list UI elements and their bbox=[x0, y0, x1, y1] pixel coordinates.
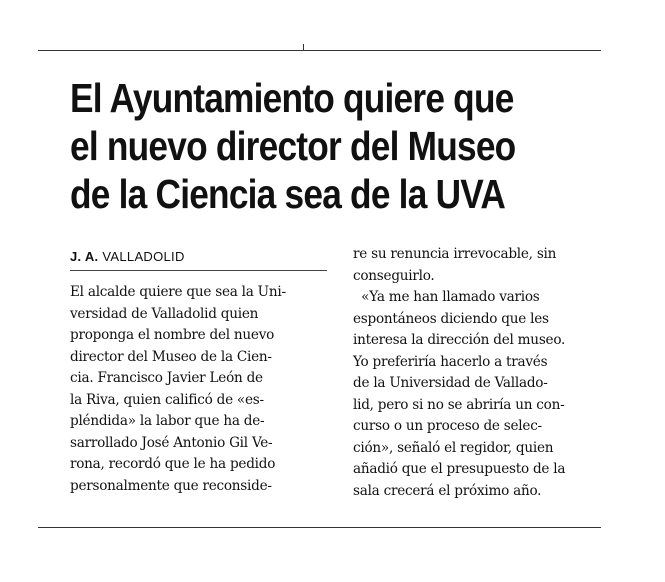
text-line: re su renuncia irrevocable, sin bbox=[353, 246, 557, 262]
text-line: curso o un proceso de selec- bbox=[353, 418, 542, 434]
text-line: lid, pero si no se abriría un con- bbox=[353, 396, 565, 413]
byline-location: VALLADOLID bbox=[102, 249, 185, 264]
text-line: «Ya me han llamado varios bbox=[353, 289, 540, 305]
text-line: añadió que el presupuesto de la bbox=[353, 461, 566, 477]
byline bbox=[70, 249, 327, 265]
byline-author: J. A. bbox=[70, 249, 99, 264]
top-rule bbox=[38, 50, 601, 51]
text-line: espontáneos diciendo que les bbox=[353, 310, 549, 327]
text-line: interesa la dirección del museo. bbox=[353, 332, 566, 348]
text-line: personalmente que reconside- bbox=[70, 477, 272, 494]
byline-rule bbox=[70, 270, 327, 271]
text-line: de la Universidad de Vallado- bbox=[353, 375, 548, 391]
text-line: sala crecerá el próximo año. bbox=[353, 482, 542, 499]
text-line: proponga el nombre del nuevo bbox=[70, 327, 275, 343]
text-line: rona, recordó que le ha pedido bbox=[70, 456, 276, 472]
top-rule-tick bbox=[303, 44, 304, 51]
text-line: pléndida» la labor que ha de- bbox=[70, 413, 265, 429]
headline-line: de la Ciencia sea de la UVA bbox=[70, 171, 506, 217]
text-line: ción», señaló el regidor, quien bbox=[353, 439, 554, 456]
headline-line: el nuevo director del Museo bbox=[70, 123, 516, 169]
text-line: conseguirlo. bbox=[353, 267, 435, 284]
left-column bbox=[70, 282, 286, 497]
text-line: la Riva, quien calificó de «es- bbox=[70, 391, 264, 408]
right-column bbox=[353, 244, 565, 502]
text-line: versidad de Valladolid quien bbox=[70, 305, 259, 322]
headline bbox=[70, 74, 534, 218]
bottom-rule bbox=[38, 527, 601, 528]
text-line: El alcalde quiere que sea la Uni- bbox=[70, 284, 286, 300]
text-line: Yo preferiría hacerlo a través bbox=[353, 353, 548, 370]
text-line: director del Museo de la Cien- bbox=[70, 348, 272, 365]
text-line: cia. Francisco Javier León de bbox=[70, 370, 263, 386]
headline-line: El Ayuntamiento quiere que bbox=[70, 75, 514, 121]
text-line: sarrollado José Antonio Gil Ve- bbox=[70, 434, 273, 451]
